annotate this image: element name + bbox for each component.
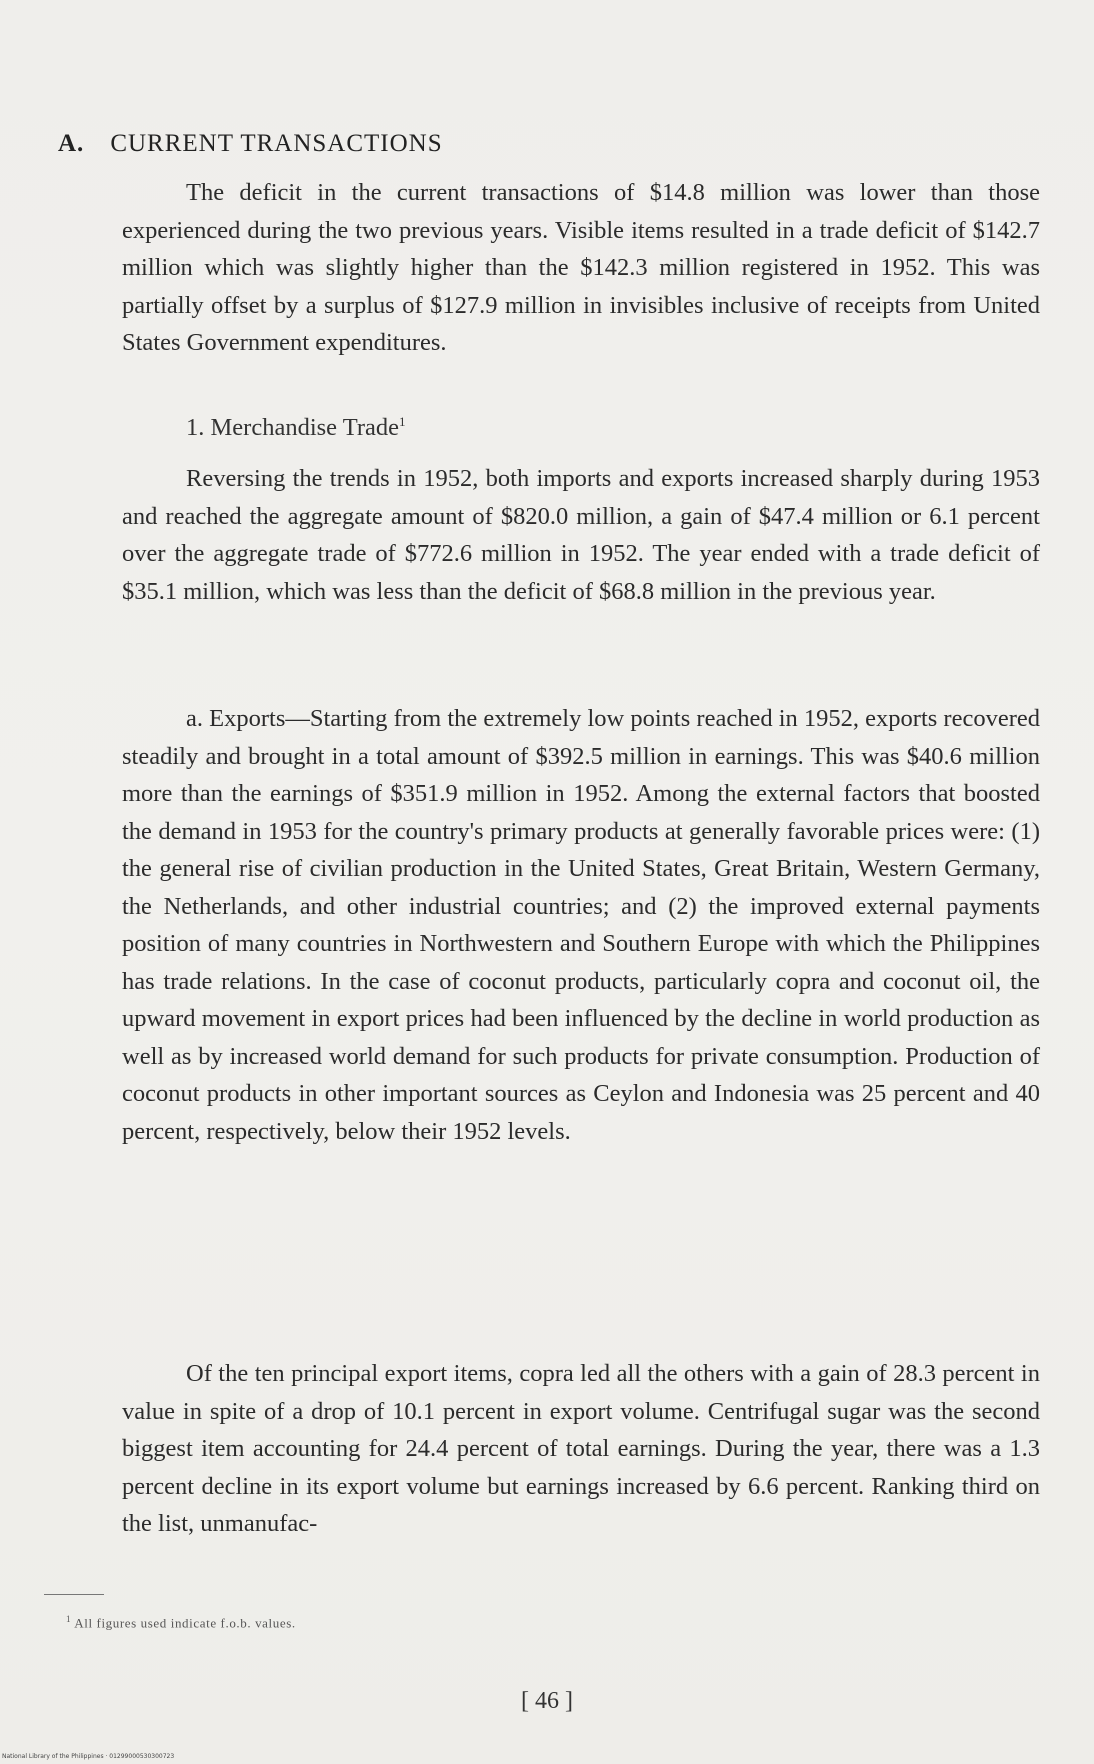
footnote	[66, 1614, 296, 1631]
subheading-merchandise-trade	[186, 414, 405, 442]
footnote-reference: 1	[398, 414, 406, 429]
footnote-mark: 1	[66, 1614, 72, 1624]
section-title: CURRENT TRANSACTIONS	[110, 130, 443, 157]
section-number: A.	[58, 130, 85, 157]
library-watermark: National Library of the Philippines · 01299000530300723	[2, 1753, 175, 1760]
subheading-label: 1. Merchandise Trade	[186, 414, 399, 442]
page-number: [ 46 ]	[521, 1688, 573, 1714]
paragraph-principal-exports: Of the ten principal export items, copra led all the others with a gain of 28.3 percent in value in spite of a drop of 10.1 percent in export volume. Centrifugal sugar was the second biggest item accounting for 24.4 percent of total earnings. During the year, there was a 1.3 percent decline in its export volume but earnings increased by 6.6 percent. Ranking third on the list, unmanufac-	[122, 1360, 1040, 1537]
paragraph-merchandise-trade: Reversing the trends in 1952, both imports and exports increased sharply during 1953 and reached the aggregate amount of $820.0 million, a gain of $47.4 million or 6.1 percent over the aggregate trade of $772.6 million in 1952. The year ended with a trade deficit of $35.1 million, which was less than the deficit of $68.8 million in the previous year.	[122, 465, 1040, 605]
footnote-text: All figures used indicate f.o.b. values.	[74, 1615, 296, 1631]
paragraph-current-transactions: The deficit in the current transactions of $14.8 million was lower than those experienced during the two previous years. Visible items resulted in a trade deficit of $142.7 million which was slightly higher than the $142.3 million registered in 1952. This was partially offset by a surplus of $127.9 million in invisibles inclusive of receipts from United States Government expenditures.	[122, 179, 1040, 356]
paragraph-exports: a. Exports—Starting from the extremely low points reached in 1952, exports recovered steadily and brought in a total amount of $392.5 million in earnings. This was $40.6 million more than the earnings of $351.9 million in 1952. Among the external factors that boosted the demand in 1953 for the country's primary products at generally favorable prices were: (1) the general rise of civilian production in the United States, Great Britain, Western Germany, the Netherlands, and other industrial countries; and (2) the improved external payments position of many countries in Northwestern and Southern Europe with which the Philippines has trade relations. In the case of coconut products, particularly copra and coconut oil, the upward movement in export prices had been influenced by the decline in world production as well as by increased world demand for such products for private consumption. Production of coconut products in other important sources as Ceylon and Indonesia was 25 percent and 40 percent, respectively, below their 1952 levels.	[122, 705, 1040, 1145]
footnote-divider	[44, 1594, 104, 1595]
section-heading	[58, 130, 443, 158]
